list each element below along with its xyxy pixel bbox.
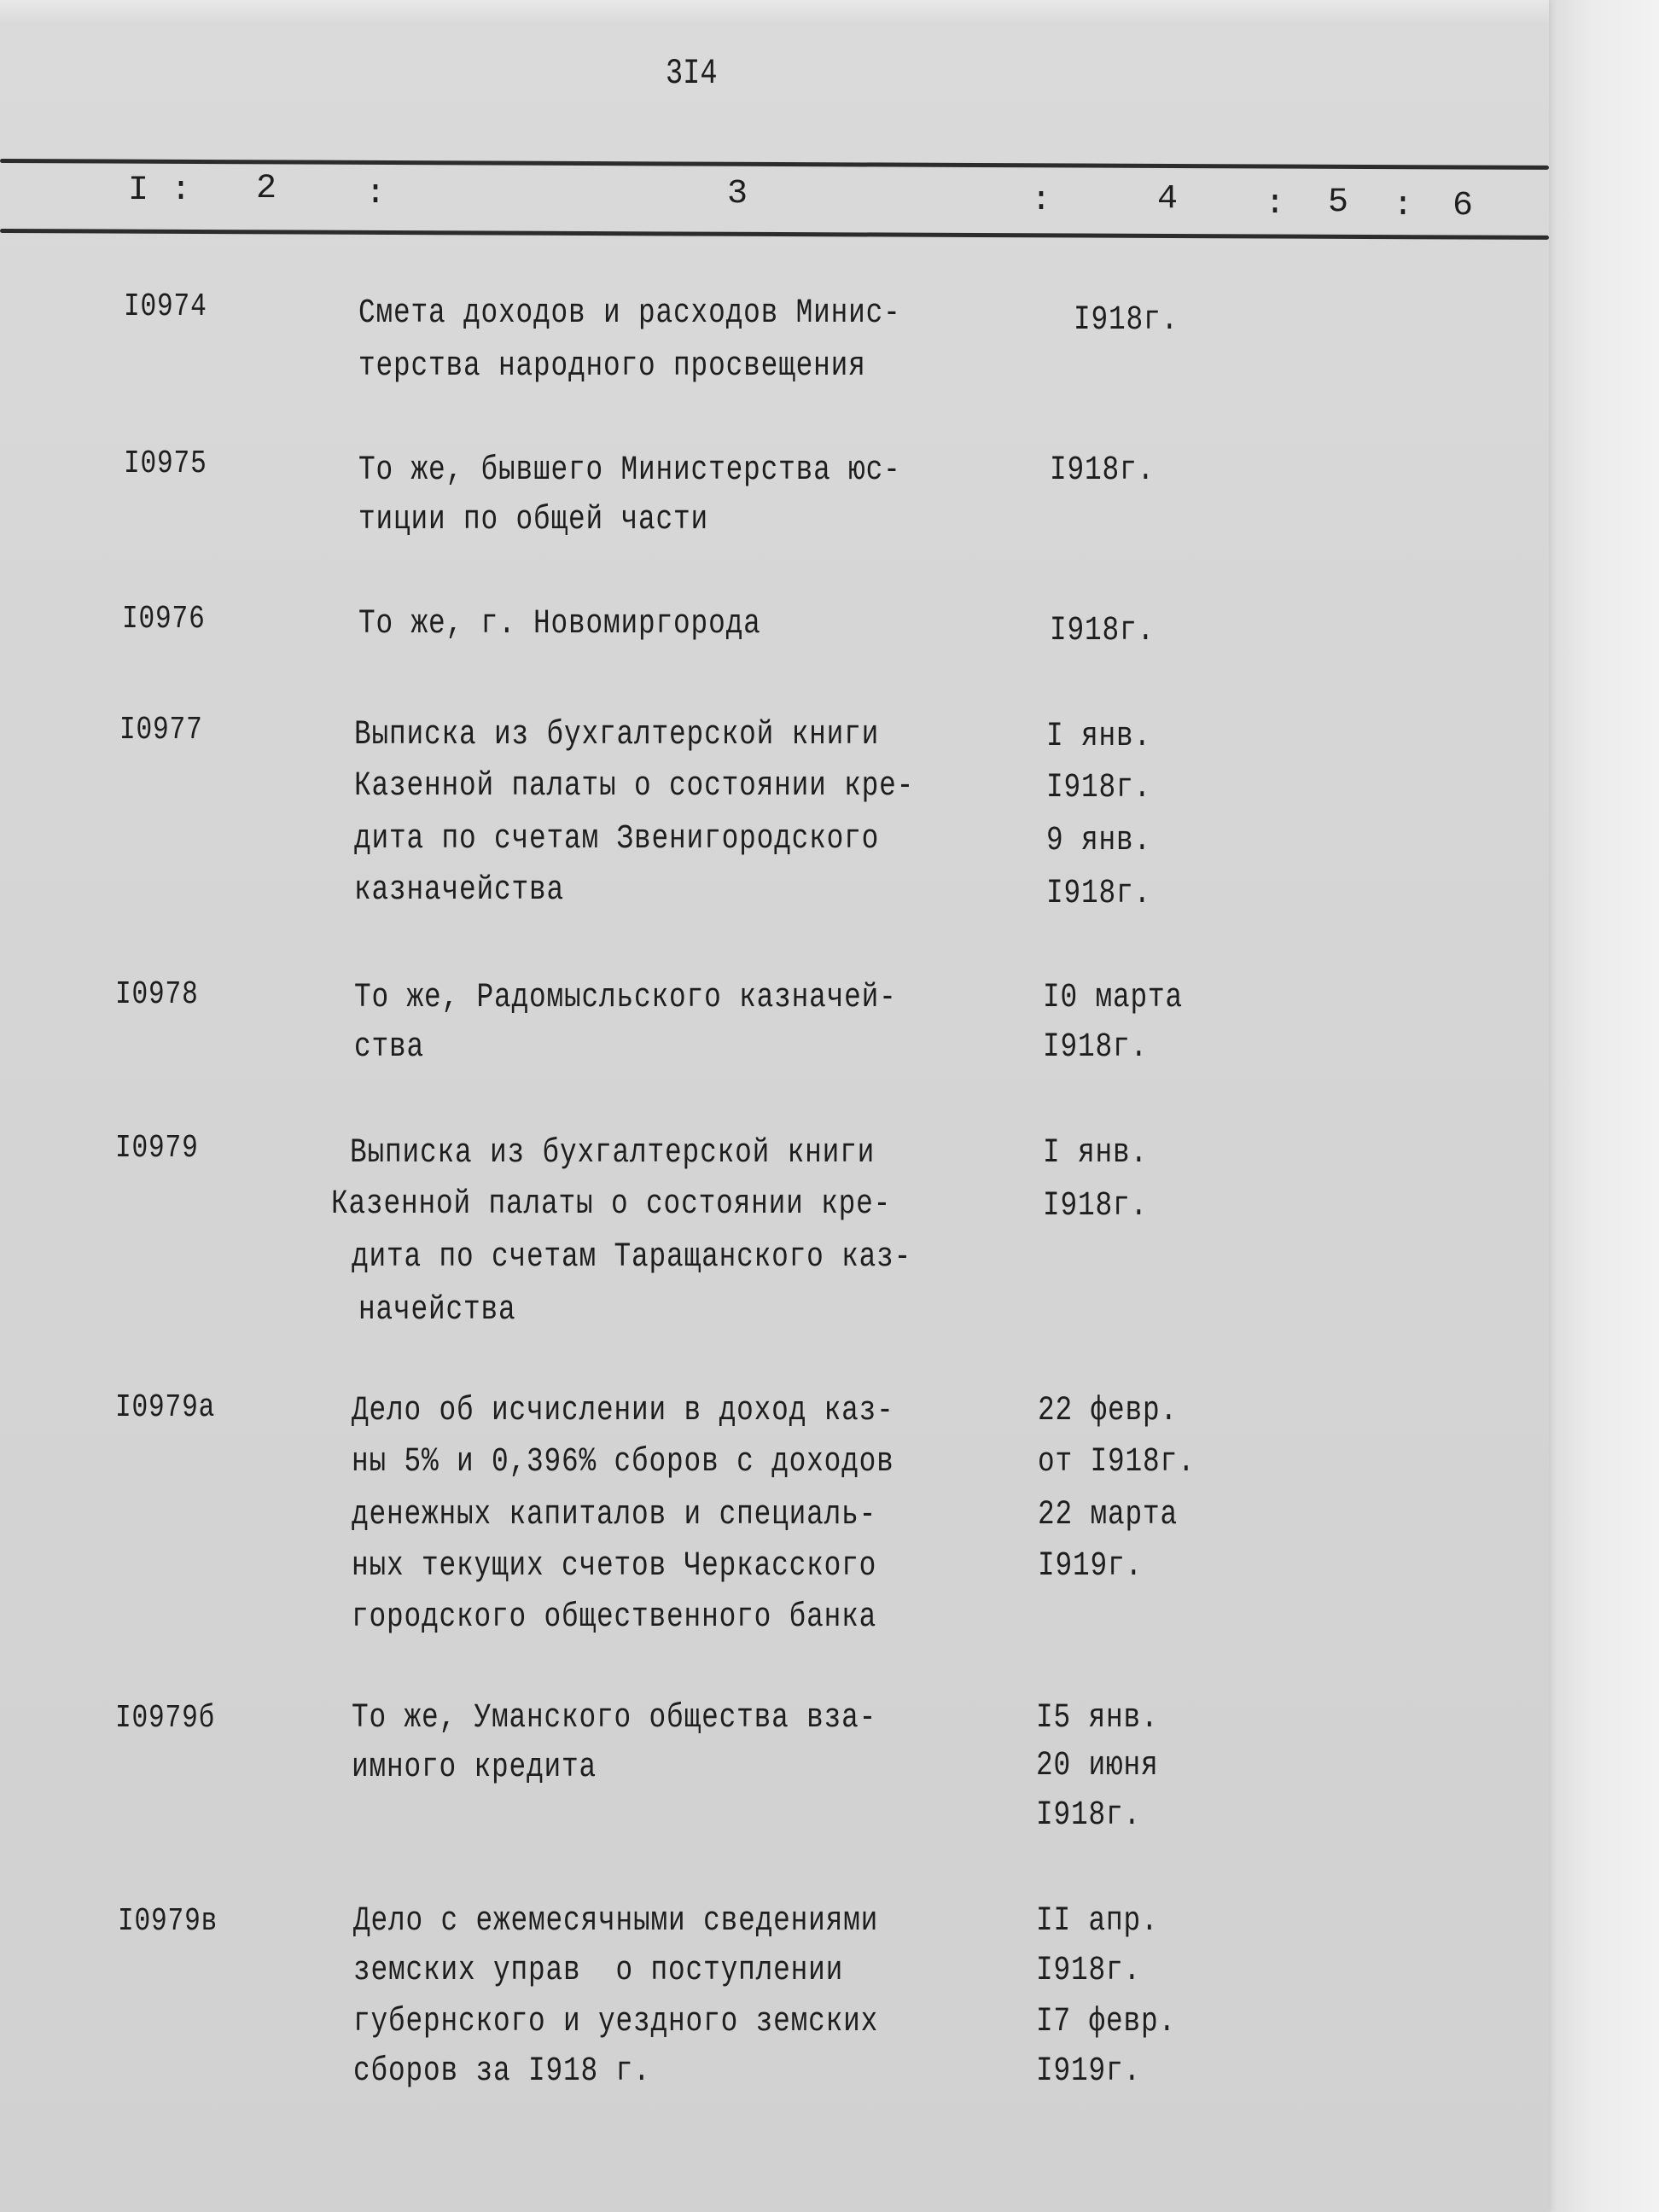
entry-description-line: Казенной палаты о состоянии кре-	[354, 767, 915, 806]
entry-description-line: городского общественного банка	[352, 1598, 877, 1637]
entry-date: I918г.	[1043, 1028, 1149, 1067]
background-surface	[1549, 0, 1659, 2212]
entry-description-line: То же, г. Новомиргорода	[358, 605, 761, 643]
column-separator: :	[1031, 182, 1052, 220]
column-separator: :	[365, 175, 387, 213]
column-header-4: 4	[1157, 180, 1179, 218]
entry-description-line: Дело с ежемесячными сведениями	[353, 1902, 879, 1941]
entry-description-line: имного кредита	[352, 1749, 597, 1787]
entry-date: I918г.	[1046, 769, 1152, 807]
entry-date: I5 янв.	[1036, 1699, 1159, 1738]
entry-date: I918г.	[1043, 1187, 1149, 1225]
entry-number: I0976	[122, 601, 206, 637]
entry-date: II апр.	[1036, 1902, 1159, 1941]
entry-description-line: губернского и уездного земских	[353, 2003, 879, 2041]
page-number: 3I4	[666, 53, 718, 94]
column-header-5: 5	[1328, 183, 1349, 222]
entry-description-line: ны 5% и 0,396% сборов с доходов	[352, 1443, 894, 1481]
entry-description-line: ных текущих счетов Черкасского	[352, 1547, 877, 1586]
entry-description-line: Выписка из бухгалтерской книги	[354, 716, 880, 754]
column-header-3: 3	[727, 175, 748, 213]
entry-date: I7 февр.	[1036, 2003, 1177, 2041]
column-header-1: I	[128, 172, 149, 210]
entry-description-line: То же, Радомысльского казначей-	[354, 979, 897, 1017]
entry-number: I0979в	[118, 1903, 218, 1940]
entry-description-line: дита по счетам Таращанского каз-	[352, 1238, 912, 1277]
entry-date: I янв.	[1046, 718, 1152, 756]
entry-date: I918г.	[1050, 612, 1155, 650]
entry-date: I918г.	[1036, 1952, 1142, 1990]
entry-description-line: казначейства	[354, 871, 565, 910]
entry-number: I0979а	[115, 1389, 216, 1426]
entry-description-line: дита по счетам Звенигородского	[354, 820, 880, 859]
entry-description-line: Смета доходов и расходов Минис-	[358, 294, 901, 333]
entry-date: I918г.	[1046, 875, 1152, 913]
entry-date: 22 февр.	[1038, 1392, 1179, 1430]
entry-number: I0977	[119, 712, 203, 748]
entry-description-line: То же, бывшего Министерства юс-	[358, 451, 901, 490]
entry-description-line: То же, Уманского общества вза-	[352, 1699, 877, 1738]
entry-description-line: денежных капиталов и специаль-	[352, 1496, 877, 1534]
entry-description-line: ства	[354, 1028, 425, 1067]
entry-date: I0 марта	[1043, 979, 1184, 1017]
column-header-2: 2	[256, 170, 277, 208]
entry-date: I янв.	[1043, 1134, 1149, 1173]
entry-description-line: тиции по общей части	[358, 501, 709, 539]
column-separator: :	[1265, 185, 1286, 224]
entry-description-line: сборов за I918 г.	[353, 2052, 651, 2091]
entry-number: I0975	[124, 445, 207, 482]
page-top-edge	[0, 0, 1549, 26]
entry-date: I919г.	[1036, 2052, 1142, 2091]
entry-description-line: терства народного просвещения	[358, 347, 866, 386]
entry-date: 9 янв.	[1046, 822, 1152, 860]
entry-date: 22 марта	[1038, 1496, 1179, 1534]
entry-date: I919г.	[1038, 1547, 1144, 1586]
entry-number: I0978	[115, 976, 199, 1013]
entry-date: I918г.	[1074, 301, 1179, 340]
entry-date: I918г.	[1050, 451, 1155, 490]
entry-date: от I918г.	[1038, 1443, 1196, 1481]
header-bottom-rule	[0, 229, 1549, 240]
entry-number: I0979	[115, 1130, 199, 1167]
entry-description-line: начейства	[358, 1291, 516, 1330]
entry-number: I0974	[124, 288, 207, 325]
column-header-6: 6	[1452, 187, 1474, 225]
column-separator: :	[171, 172, 192, 210]
entry-description-line: земских управ о поступлении	[353, 1952, 844, 1990]
entry-date: I918г.	[1036, 1796, 1142, 1835]
entry-description-line: Дело об исчислении в доход каз-	[352, 1392, 894, 1430]
entry-description-line: Выписка из бухгалтерской книги	[350, 1134, 876, 1173]
entry-date: 20 июня	[1036, 1747, 1159, 1785]
entry-number: I0979б	[115, 1700, 216, 1737]
header-top-rule	[0, 159, 1549, 170]
column-separator: :	[1393, 187, 1414, 225]
entry-description-line: Казенной палаты о состоянии кре-	[331, 1185, 892, 1224]
